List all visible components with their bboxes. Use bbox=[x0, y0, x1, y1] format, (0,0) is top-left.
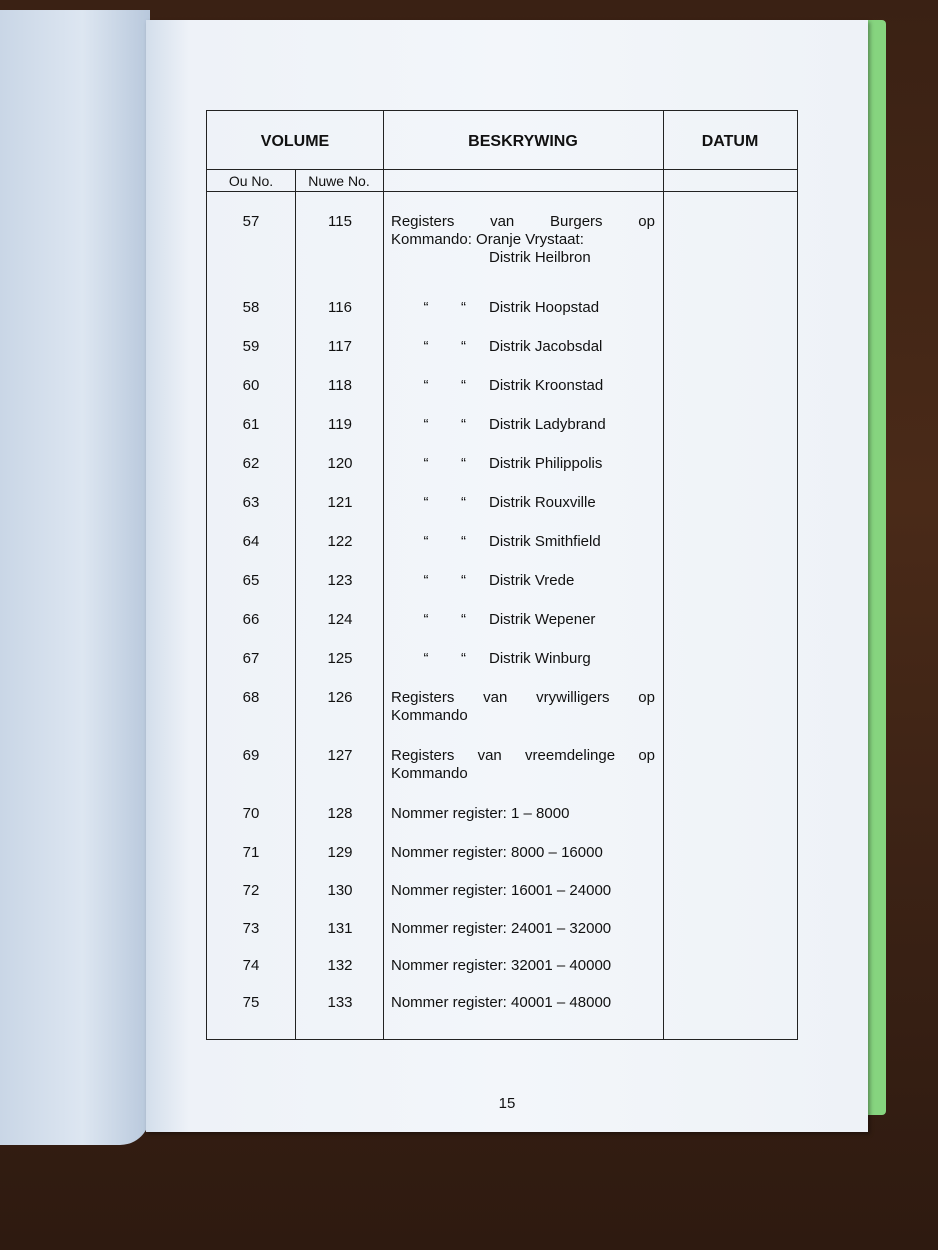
new-number: 127 bbox=[327, 747, 353, 764]
old-number: 62 bbox=[242, 455, 260, 472]
new-number: 116 bbox=[328, 299, 352, 316]
description-word: op bbox=[638, 213, 655, 230]
description-line: Nommer register: 16001 – 24000 bbox=[391, 882, 612, 899]
description-line bbox=[391, 213, 655, 231]
description-line bbox=[391, 494, 655, 512]
old-number: 67 bbox=[242, 650, 260, 667]
old-number: 73 bbox=[242, 920, 260, 937]
description-line: Nommer register: 24001 – 32000 bbox=[391, 920, 612, 937]
ditto-mark: “ bbox=[461, 650, 466, 667]
description-line: Nommer register: 1 – 8000 bbox=[391, 805, 570, 822]
new-number: 128 bbox=[327, 805, 353, 822]
ditto-mark: “ bbox=[423, 299, 429, 316]
description bbox=[391, 533, 655, 551]
old-number: 72 bbox=[242, 882, 260, 899]
description bbox=[391, 957, 655, 975]
document-page bbox=[146, 20, 868, 1132]
ditto-mark: “ bbox=[461, 572, 466, 589]
description bbox=[391, 650, 655, 668]
description-line bbox=[391, 416, 655, 434]
district-name: Distrik Hoopstad bbox=[489, 299, 600, 316]
ditto-mark: “ bbox=[423, 533, 429, 550]
description bbox=[391, 882, 655, 900]
description bbox=[391, 572, 655, 590]
new-number: 126 bbox=[327, 689, 353, 706]
header-divider bbox=[207, 169, 797, 170]
description bbox=[391, 805, 655, 823]
subheader-new-no: Nuwe No. bbox=[308, 173, 370, 189]
district-name: Distrik Philippolis bbox=[489, 455, 603, 472]
description-line bbox=[391, 572, 655, 590]
ditto-mark: “ bbox=[423, 494, 429, 511]
description-line: Kommando: Oranje Vrystaat: bbox=[391, 231, 584, 248]
subheader-old-no: Ou No. bbox=[228, 173, 274, 189]
header-description: BESKRYWING bbox=[468, 133, 578, 150]
ditto-mark: “ bbox=[461, 494, 466, 511]
district-name: Distrik Wepener bbox=[489, 611, 596, 628]
district-name: Distrik Ladybrand bbox=[489, 416, 606, 433]
district-name: Distrik Heilbron bbox=[489, 249, 591, 266]
new-number: 130 bbox=[327, 882, 353, 899]
description-line bbox=[391, 299, 655, 317]
description-line: Kommando bbox=[391, 765, 468, 782]
description-line: Nommer register: 40001 – 48000 bbox=[391, 994, 612, 1011]
description-line bbox=[391, 611, 655, 629]
district-name: Distrik Winburg bbox=[489, 650, 591, 667]
description-line bbox=[391, 650, 655, 668]
description-line bbox=[391, 689, 655, 707]
header-date: DATUM bbox=[701, 133, 759, 150]
description bbox=[391, 747, 655, 783]
description bbox=[391, 920, 655, 938]
new-number: 132 bbox=[327, 957, 353, 974]
description-word: van bbox=[477, 747, 502, 764]
new-number: 131 bbox=[327, 920, 353, 937]
facing-page-left bbox=[0, 10, 150, 1145]
description bbox=[391, 994, 655, 1012]
header-divider bbox=[207, 191, 797, 192]
description-word: Registers bbox=[391, 213, 455, 230]
ditto-mark: “ bbox=[461, 299, 466, 316]
old-number: 63 bbox=[242, 494, 260, 511]
description-word: op bbox=[638, 747, 655, 764]
description-word: Burgers bbox=[550, 213, 603, 230]
ditto-mark: “ bbox=[423, 338, 429, 355]
description bbox=[391, 377, 655, 395]
ditto-mark: “ bbox=[461, 338, 466, 355]
description bbox=[391, 455, 655, 473]
description-line: Kommando bbox=[391, 707, 468, 724]
old-number: 61 bbox=[242, 416, 260, 433]
new-number: 115 bbox=[328, 213, 352, 230]
old-number: 75 bbox=[242, 994, 260, 1011]
description-word: van bbox=[490, 213, 515, 230]
description-line bbox=[391, 338, 655, 356]
old-number: 64 bbox=[242, 533, 260, 550]
description-word: Registers bbox=[391, 747, 455, 764]
description-line bbox=[391, 533, 655, 551]
page-number: 15 bbox=[498, 1095, 516, 1112]
ditto-mark: “ bbox=[423, 455, 429, 472]
district-name: Distrik Rouxville bbox=[489, 494, 596, 511]
description bbox=[391, 213, 655, 267]
description-word: op bbox=[638, 689, 655, 706]
new-number: 125 bbox=[327, 650, 353, 667]
new-number: 119 bbox=[328, 416, 352, 433]
new-number: 118 bbox=[328, 377, 352, 394]
old-number: 59 bbox=[242, 338, 260, 355]
ditto-mark: “ bbox=[461, 611, 466, 628]
old-number: 65 bbox=[242, 572, 260, 589]
new-number: 120 bbox=[327, 455, 353, 472]
description bbox=[391, 611, 655, 629]
old-number: 69 bbox=[242, 747, 260, 764]
register-table bbox=[206, 110, 798, 1040]
ditto-mark: “ bbox=[461, 455, 466, 472]
old-number: 60 bbox=[242, 377, 260, 394]
old-number: 57 bbox=[242, 213, 260, 230]
new-number: 129 bbox=[327, 844, 353, 861]
old-number: 71 bbox=[242, 844, 260, 861]
ditto-mark: “ bbox=[461, 416, 466, 433]
ditto-mark: “ bbox=[423, 650, 429, 667]
description-line bbox=[391, 747, 655, 765]
header-volume: VOLUME bbox=[260, 133, 330, 150]
column-divider bbox=[663, 111, 664, 1039]
new-number: 122 bbox=[327, 533, 353, 550]
ditto-mark: “ bbox=[423, 572, 429, 589]
description bbox=[391, 494, 655, 512]
old-number: 74 bbox=[242, 957, 260, 974]
new-number: 117 bbox=[328, 338, 352, 355]
ditto-mark: “ bbox=[461, 377, 466, 394]
old-number: 68 bbox=[242, 689, 260, 706]
district-name: Distrik Vrede bbox=[489, 572, 575, 589]
new-number: 124 bbox=[327, 611, 353, 628]
description bbox=[391, 338, 655, 356]
old-number: 70 bbox=[242, 805, 260, 822]
district-name: Distrik Smithfield bbox=[489, 533, 601, 550]
ditto-mark: “ bbox=[423, 611, 429, 628]
new-number: 133 bbox=[327, 994, 353, 1011]
ditto-mark: “ bbox=[461, 533, 466, 550]
ditto-mark: “ bbox=[423, 416, 429, 433]
old-number: 58 bbox=[242, 299, 260, 316]
description bbox=[391, 689, 655, 725]
old-number: 66 bbox=[242, 611, 260, 628]
description-line: Nommer register: 32001 – 40000 bbox=[391, 957, 612, 974]
description-line: Nommer register: 8000 – 16000 bbox=[391, 844, 603, 861]
description bbox=[391, 299, 655, 317]
description-word: van bbox=[483, 689, 508, 706]
description-word: vreemdelinge bbox=[525, 747, 616, 764]
description-word: Registers bbox=[391, 689, 455, 706]
district-name: Distrik Kroonstad bbox=[489, 377, 604, 394]
description bbox=[391, 416, 655, 434]
description-word: vrywilligers bbox=[536, 689, 610, 706]
description-line bbox=[391, 455, 655, 473]
new-number: 121 bbox=[327, 494, 353, 511]
ditto-mark: “ bbox=[423, 377, 429, 394]
district-name: Distrik Jacobsdal bbox=[489, 338, 603, 355]
description-line bbox=[391, 377, 655, 395]
description bbox=[391, 844, 655, 862]
new-number: 123 bbox=[327, 572, 353, 589]
